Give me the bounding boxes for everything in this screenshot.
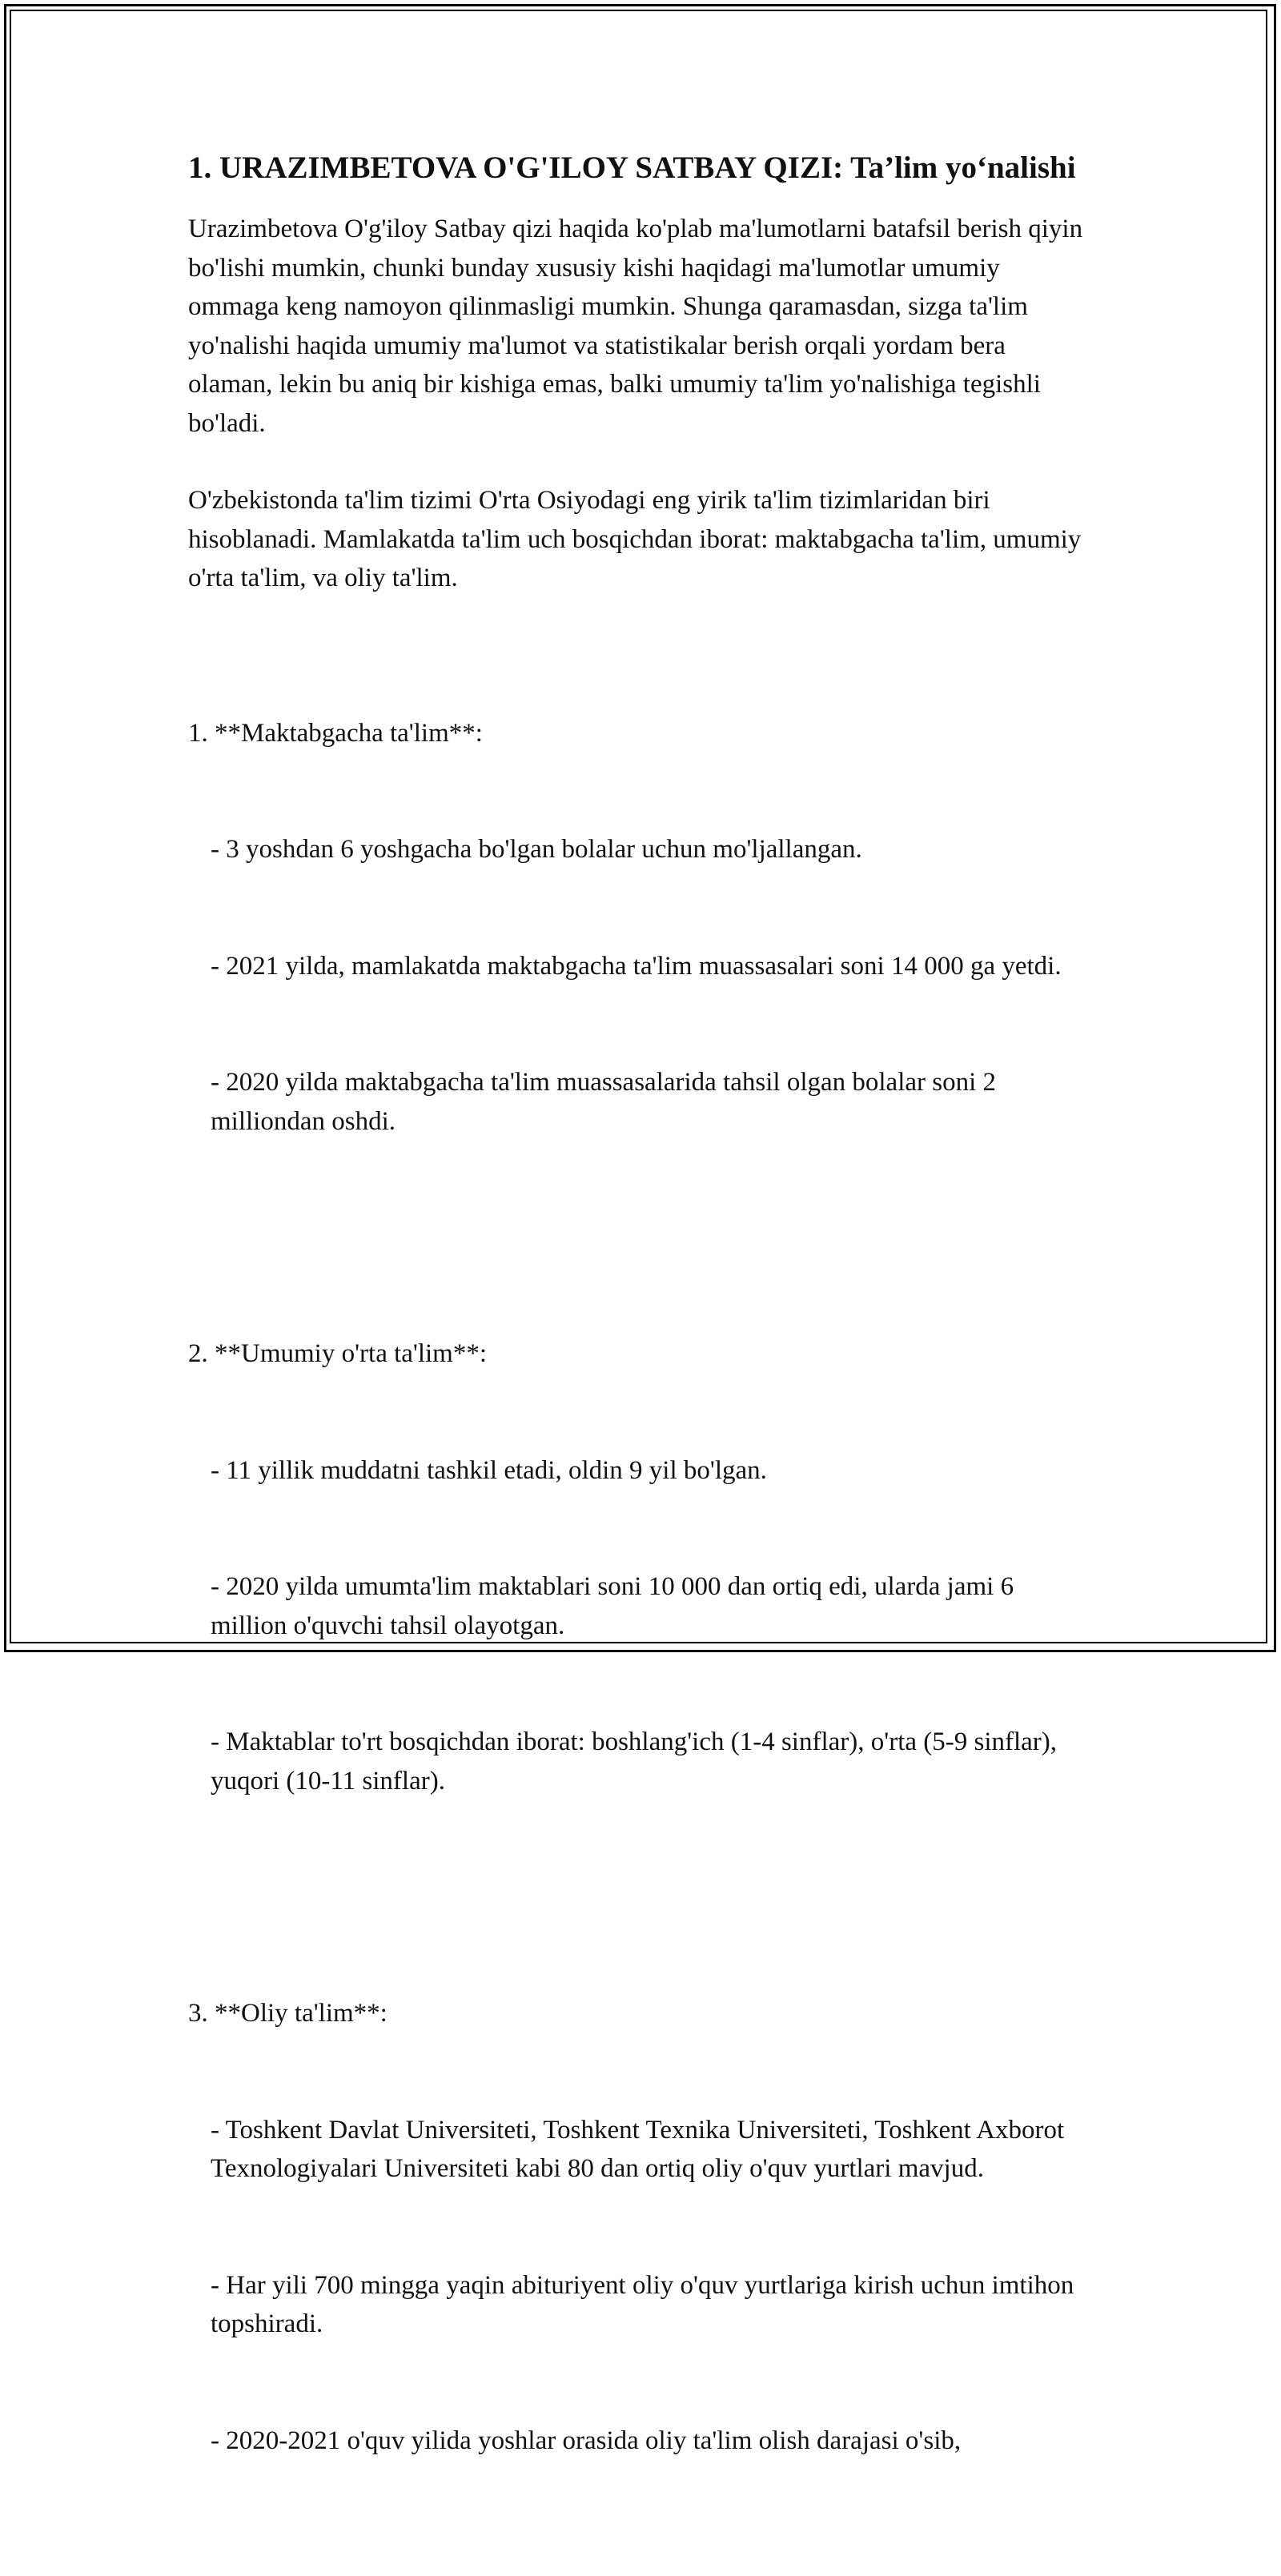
section-item: - 11 yillik muddatni tashkil etadi, oldin 9 yil bo'lgan. xyxy=(211,1455,767,1485)
document-body xyxy=(188,146,1093,2576)
section-item: - 2020-2021 o'quv yilida yoshlar orasida oliy ta'lim olish darajasi o'sib, xyxy=(211,2426,962,2455)
section-title: 3. **Oliy ta'lim**: xyxy=(188,1999,388,2028)
section-item: - 2021 yilda, mamlakatda maktabgacha ta'lim muassasalari soni 14 000 ga yetdi. xyxy=(211,951,1062,981)
overview-paragraph: O'zbekistonda ta'lim tizimi O'rta Osiyodagi eng yirik ta'lim tizimlaridan biri hisoblanadi. Mamlakatda ta'lim uch bosqichdan iborat: maktabgacha ta'lim, umumiy o'rta ta'lim, va oliy ta'lim. xyxy=(188,486,1088,592)
section-title: 1. **Maktabgacha ta'lim**: xyxy=(188,718,483,748)
section-preschool xyxy=(188,636,1093,1219)
section-item: - Har yili 700 mingga yaqin abituriyent oliy o'quv yurtlariga kirish uchun imtihon topshiradi. xyxy=(211,2270,1081,2338)
section-item: - 2020 yilda umumta'lim maktablari soni 10 000 dan ortiq edi, ularda jami 6 million o'quvchi tahsil olayotgan. xyxy=(211,1572,1021,1640)
section-item: - 2020 yilda maktabgacha ta'lim muassasalarida tahsil olgan bolalar soni 2 milliondan oshdi. xyxy=(211,1068,1003,1136)
section-title: 2. **Umumiy o'rta ta'lim**: xyxy=(188,1339,488,1368)
intro-paragraph: Urazimbetova O'g'iloy Satbay qizi haqida ko'plab ma'lumotlarni batafsil berish qiyin bo'lishi mumkin, chunki bunday xususiy kishi haqidagi ma'lumotlar umumiy ommaga keng namoyon qilinmasligi mumkin. Shunga qaramasdan, sizga ta'lim yo'nalishi haqida umumiy ma'lumot va statistikalar berish orqali yordam bera olaman, lekin bu aniq bir kishiga emas, balki umumiy ta'lim yo'nalishiga tegishli bo'ladi. xyxy=(188,215,1090,438)
section-item: - Toshkent Davlat Universiteti, Toshkent Texnika Universiteti, Toshkent Axborot Texnologiyalari Universiteti kabi 80 dan ortiq oliy o'quv yurtlari mavjud. xyxy=(211,2115,1070,2183)
section-higher-education xyxy=(188,1916,1093,2538)
section-general-secondary xyxy=(188,1257,1093,1878)
section-item: - Maktablar to'rt bosqichdan iborat: boshlang'ich (1-4 sinflar), o'rta (5-9 sinflar), yuqori (10-11 sinflar). xyxy=(211,1727,1064,1796)
document-heading: 1. URAZIMBETOVA O'G'ILOY SATBAY QIZI: Ta’lim yo‘nalishi xyxy=(188,150,1076,185)
section-item: - 3 yoshdan 6 yoshgacha bo'lgan bolalar uchun mo'ljallangan. xyxy=(211,835,862,864)
